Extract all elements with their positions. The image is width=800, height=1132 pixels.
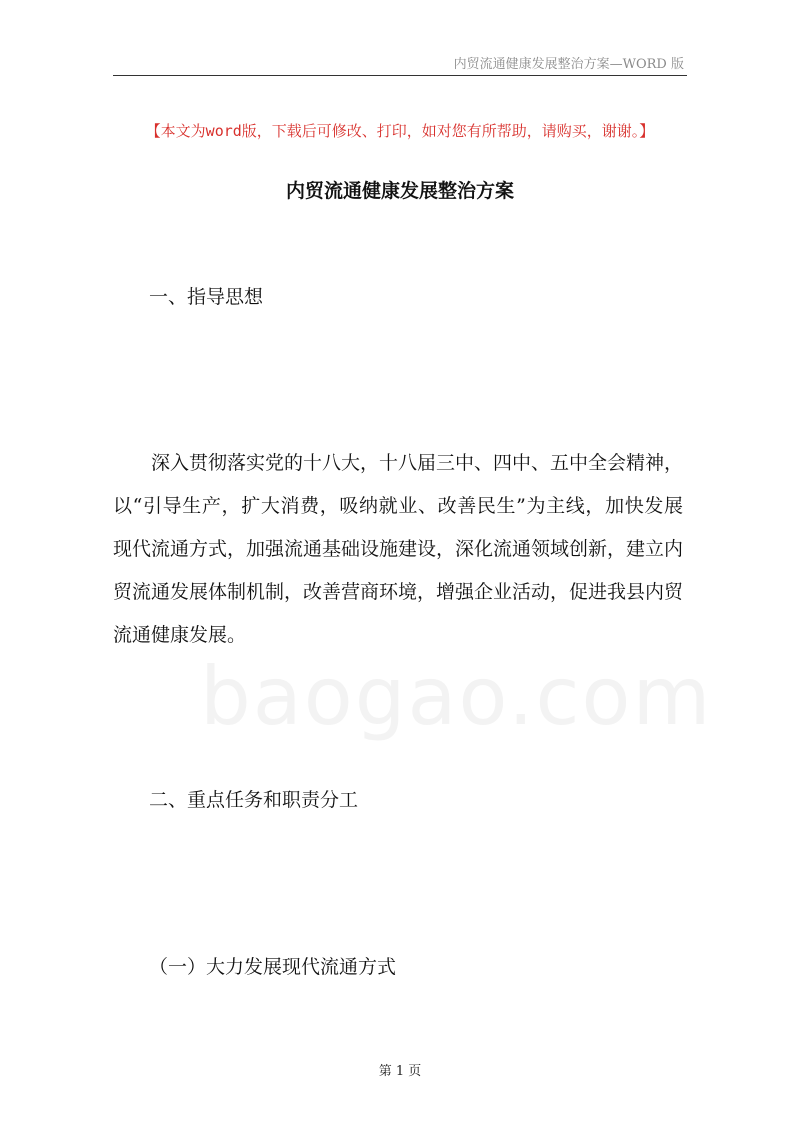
running-header: 内贸流通健康发展整治方案—WORD 版 — [453, 57, 684, 72]
purchase-notice: 【本文为word版，下载后可修改、打印，如对您有所帮助，请购买，谢谢。】 — [145, 122, 655, 140]
header-divider — [113, 75, 687, 76]
section-heading-guiding-thought: 一、指导思想 — [149, 286, 264, 308]
page-number: 第 1 页 — [378, 1064, 422, 1079]
watermark: baogao.com — [200, 650, 713, 743]
section-heading-key-tasks: 二、重点任务和职责分工 — [149, 789, 359, 811]
section-body-paragraph: 深入贯彻落实党的十八大，十八届三中、四中、五中全会精神，以“引导生产，扩大消费，吸纳就业、改善民生”为主线，加快发展现代流通方式，加强流通基础设施建设，深化流通领域创新，建立内贸流通发展体制机制，改善营商环境，增强企业活动，促进我县内贸流通健康发展。 — [113, 452, 684, 646]
subsection-heading-modern-circulation: （一）大力发展现代流通方式 — [149, 956, 397, 978]
document-title: 内贸流通健康发展整治方案 — [285, 180, 514, 202]
